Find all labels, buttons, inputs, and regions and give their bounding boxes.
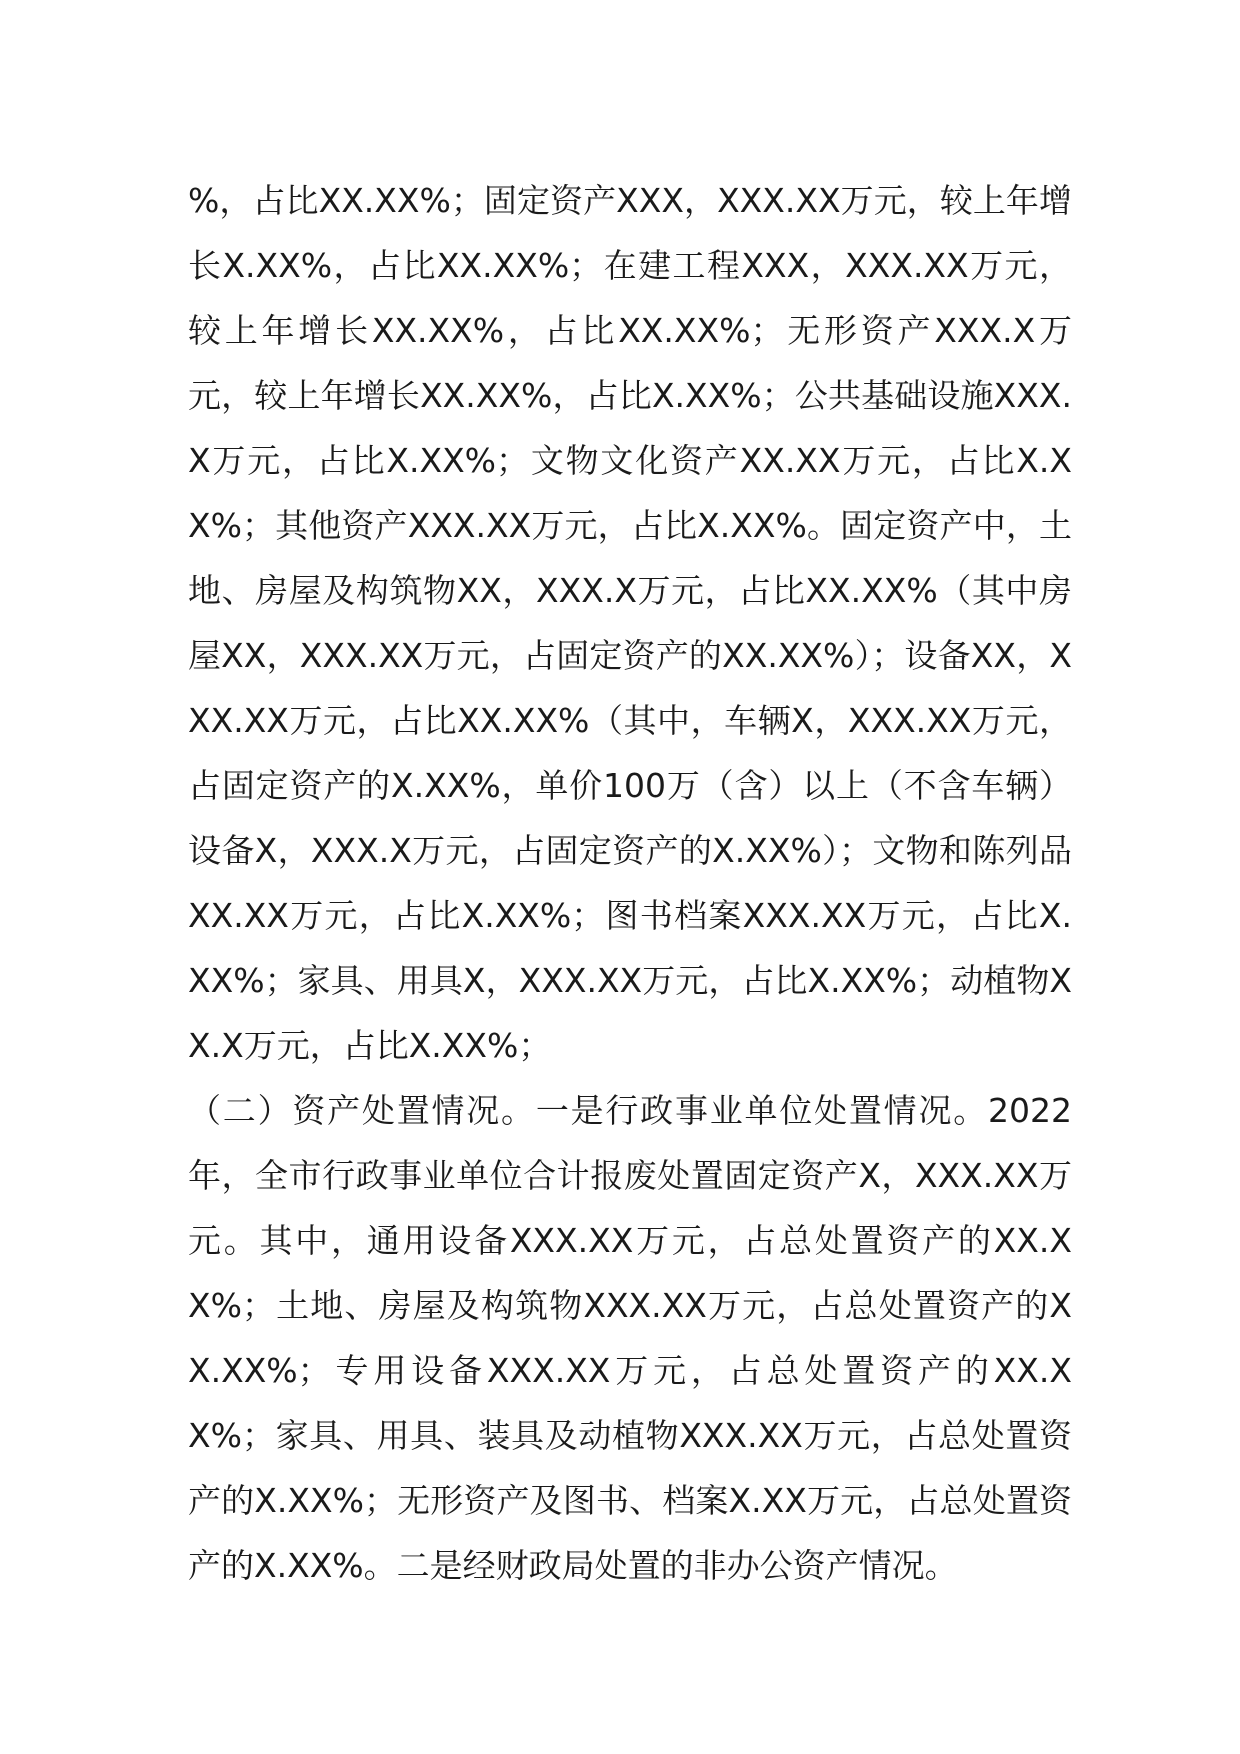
paragraph-asset-composition: %，占比XX.XX%；固定资产XXX，XXX.XX万元，较上年增长X.XX%，占比XX.XX%；在建工程XXX，XXX.XX万元，较上年增长XX.XX%，占比XX.XX%；无形资产XXX.X万元，较上年增长XX.XX%，占比X.XX%；公共基础设施XXX.X万元，占比X.XX%；文物文化资产XX.XX万元，占比X.XX%；其他资产XXX.XX万元，占比X.XX%。固定资产中，土地、房屋及构筑物XX，XXX.X万元，占比XX.XX%（其中房屋XX，XXX.XX万元，占固定资产的XX.XX%）；设备XX，XXX.XX万元，占比XX.XX%（其中，车辆X，XXX.XX万元，占固定资产的X.XX%，单价100万（含）以上（不含车辆）设备X，XXX.X万元，占固定资产的X.XX%）；文物和陈列品XX.XX万元，占比X.XX%；图书档案XXX.XX万元，占比X.XX%；家具、用具X，XXX.XX万元，占比X.XX%；动植物XX.X万元，占比X.XX%； (188, 181, 1072, 1065)
body-text (188, 168, 1072, 1598)
paragraph-asset-disposal: （二）资产处置情况。一是行政事业单位处置情况。2022年，全市行政事业单位合计报废处置固定资产X，XXX.XX万元。其中，通用设备XXX.XX万元，占总处置资产的XX.XX%；土地、房屋及构筑物XXX.XX万元，占总处置资产的XX.XX%；专用设备XXX.XX万元，占总处置资产的XX.XX%；家具、用具、装具及动植物XXX.XX万元，占总处置资产的X.XX%；无形资产及图书、档案X.XX万元，占总处置资产的X.XX%。二是经财政局处置的非办公资产情况。 (188, 1091, 1072, 1585)
